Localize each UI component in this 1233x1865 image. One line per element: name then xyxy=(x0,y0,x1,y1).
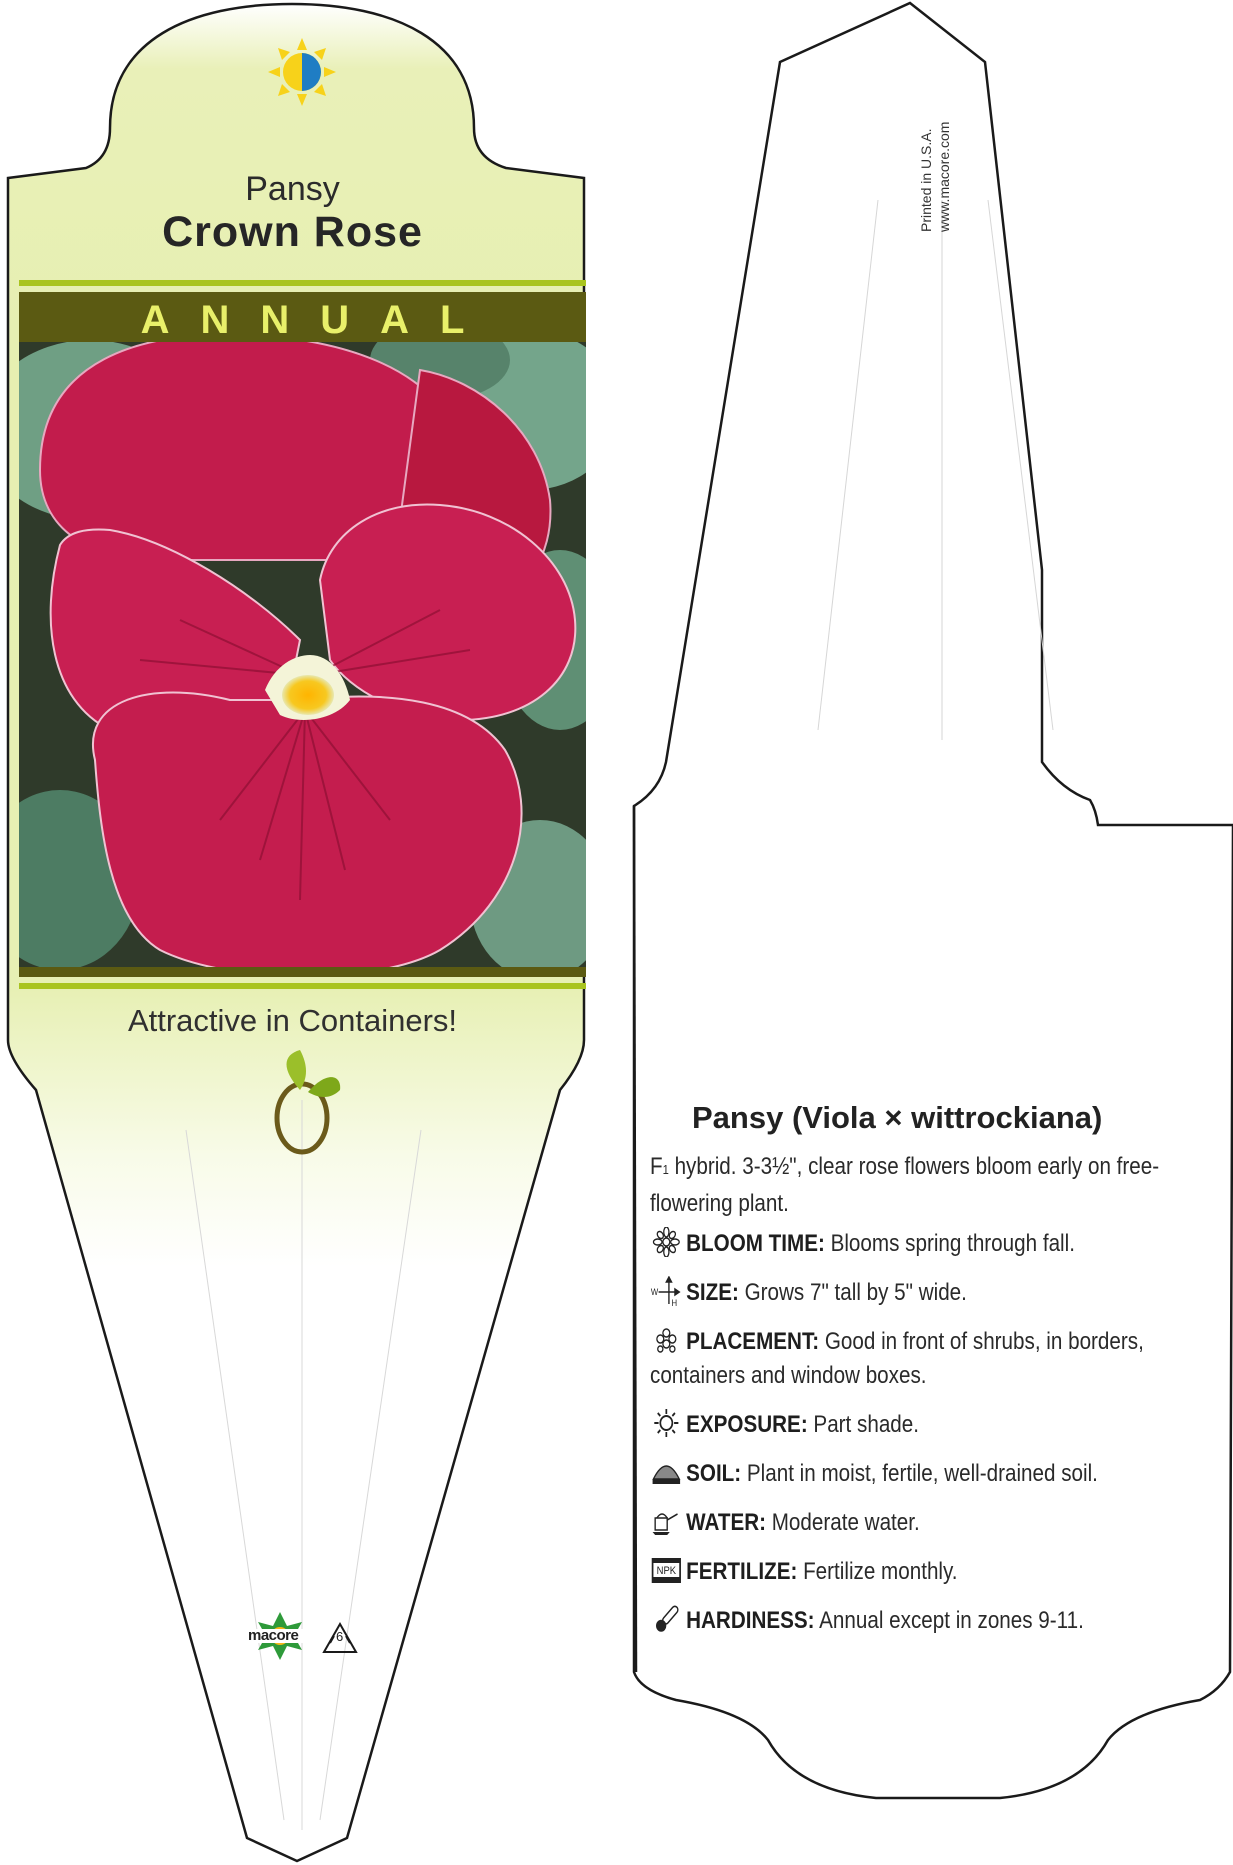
sun-icon xyxy=(268,38,336,106)
svg-text:H: H xyxy=(671,1297,678,1306)
category-label: ANNUAL xyxy=(140,298,496,342)
svg-text:W: W xyxy=(650,1286,659,1298)
row-hardiness xyxy=(650,1604,1200,1638)
placement-icon xyxy=(650,1325,683,1355)
soil-icon xyxy=(650,1457,683,1487)
website-label: www.macore.com xyxy=(936,121,952,232)
f-subscript: 1 xyxy=(662,1162,669,1177)
water-value: Moderate water. xyxy=(765,1509,920,1536)
hardiness-label: HARDINESS: xyxy=(686,1607,815,1634)
row-fertilize xyxy=(650,1555,1200,1589)
band-top-thin xyxy=(19,280,586,286)
bloom-time-label: BLOOM TIME: xyxy=(686,1230,825,1257)
common-name: Pansy xyxy=(245,170,340,208)
recycle-code: 6 xyxy=(336,1629,344,1644)
exposure-label: EXPOSURE: xyxy=(686,1411,808,1438)
brand-name: macore xyxy=(248,1627,299,1644)
water-label: WATER: xyxy=(686,1509,766,1536)
band-bottom-olive xyxy=(19,967,586,977)
size-icon xyxy=(650,1276,683,1306)
variety-name: Crown Rose xyxy=(162,208,423,256)
printed-in-label: Printed in U.S.A. xyxy=(918,128,934,232)
tagline: Attractive in Containers! xyxy=(127,1003,458,1038)
watering-can-icon xyxy=(650,1506,683,1536)
description xyxy=(650,1150,1200,1221)
description-text: hybrid. 3-3½", clear rose flowers bloom early on free-flowering plant. xyxy=(650,1153,1160,1217)
exposure-value: Part shade. xyxy=(807,1411,920,1438)
care-info xyxy=(650,1100,1210,1653)
soil-label: SOIL: xyxy=(686,1460,742,1487)
npk-icon xyxy=(650,1555,683,1585)
f-label: F xyxy=(650,1153,663,1180)
fertilize-value: Fertilize monthly. xyxy=(797,1558,958,1585)
flower-icon xyxy=(650,1227,683,1257)
hardiness-value: Annual except in zones 9-11. xyxy=(814,1607,1084,1634)
row-water xyxy=(650,1506,1200,1540)
row-soil xyxy=(650,1457,1200,1491)
row-size xyxy=(650,1276,1200,1310)
bloom-time-value: Blooms spring through fall. xyxy=(824,1230,1075,1257)
fertilize-label: FERTILIZE: xyxy=(686,1558,798,1585)
sun-icon xyxy=(650,1408,683,1438)
soil-value: Plant in moist, fertile, well-drained soil. xyxy=(741,1460,1098,1487)
svg-text:NPK: NPK xyxy=(656,1565,677,1578)
placement-label: PLACEMENT: xyxy=(686,1328,820,1355)
placement-value: Good in front of shrubs, in borders, containers and window boxes. xyxy=(650,1328,1144,1389)
botanical-title: Pansy (Viola × wittrockiana) xyxy=(692,1100,1103,1135)
size-label: SIZE: xyxy=(686,1279,739,1306)
size-value: Grows 7" tall by 5" wide. xyxy=(738,1279,967,1306)
thermometer-icon xyxy=(650,1604,683,1634)
row-exposure xyxy=(650,1408,1200,1442)
row-bloom-time xyxy=(650,1227,1200,1261)
band-bottom-thin xyxy=(19,983,586,989)
flower-photo xyxy=(0,320,620,980)
row-placement xyxy=(650,1325,1200,1393)
